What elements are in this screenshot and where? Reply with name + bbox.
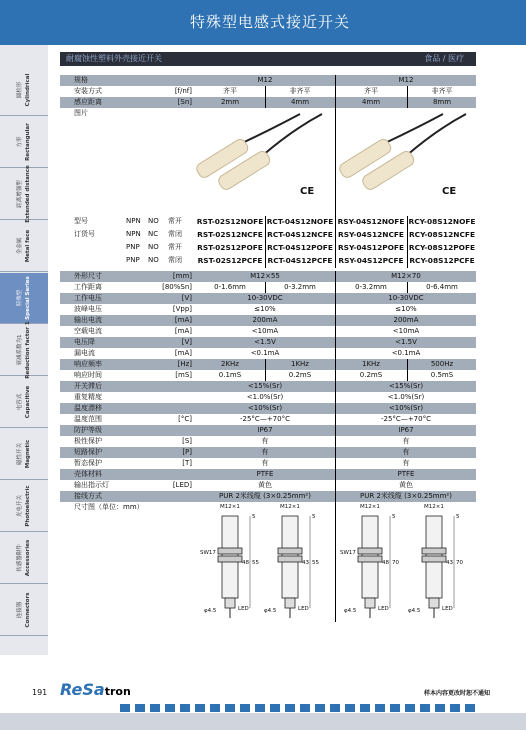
output-type: PNP [126,256,140,264]
sidebar-item-label [16,123,32,161]
row-label: 电压降 [74,338,95,346]
length-label: 70 [392,560,399,566]
thread-label: M12×1 [424,504,444,510]
column-divider [265,242,266,255]
row-label: 输出电流 [74,316,102,324]
spec-row-model [60,255,476,268]
output-type: NPN [126,217,141,225]
wrench-label: SW17 [340,550,356,556]
row-value: 0.2mS [288,371,312,379]
spec-row-model [60,216,476,229]
row-value: IP67 [398,426,414,434]
spec-row [60,425,476,436]
spec-row [60,304,476,315]
spec-row [60,271,476,282]
row-label: 短路保护 [74,448,102,456]
row-value: 有 [402,459,410,467]
row-value: <15%(Sr) [247,382,283,390]
column-divider [335,381,336,392]
row-value: 黄色 [258,481,272,489]
model-number: RST-02S12POFE [197,243,263,252]
column-divider [335,359,336,370]
column-divider [335,469,336,480]
sidebar-item-zh: 磁性开关 [17,442,23,466]
row-label: 外形尺寸 [74,272,102,280]
row-label: 安装方式 [74,87,102,95]
sidebar-item-label [16,440,32,469]
sidebar-item-zh: 圆柱形 [17,81,23,99]
row-label: 响应频率 [74,360,102,368]
model-number: RCY-08S12NCFE [408,230,476,239]
spec-row [60,392,476,403]
section-title: 耐腐蚀性塑料外壳接近开关 [66,54,162,63]
group-title: M12 [257,76,273,84]
column-divider [335,480,336,491]
column-divider [335,293,336,304]
row-label: 订货号 [74,230,95,238]
row-value: 有 [261,459,269,467]
row-value: M12×55 [250,272,280,280]
sidebar-item-en: Photoelectric [25,485,31,527]
sidebar-item-label [16,276,32,320]
length-label: 55 [312,560,319,566]
row-label: 波峰电压 [74,305,102,313]
row-value: 有 [402,437,410,445]
column-divider [407,282,408,293]
row-value: <0.1mA [250,349,280,357]
row-value: 4mm [361,98,381,106]
column-divider [265,216,266,229]
spec-row-distance [60,97,476,108]
row-value: 有 [402,448,410,456]
sidebar-item-zh: 传感器附件 [17,544,23,572]
page-number: 191 [32,688,48,697]
sidebar-item-en: Cylindrical [25,73,31,107]
contact-type: NC [148,230,159,238]
row-value: M12×70 [391,272,421,280]
sidebar-item-label [16,540,32,576]
column-divider [335,447,336,458]
sidebar-item [0,273,48,324]
row-label: 型号 [74,217,88,225]
sidebar-item [0,533,48,584]
row-value: 0.2mS [359,371,383,379]
row-value: 0.1mS [218,371,242,379]
row-unit: [mm] [172,272,192,280]
sensor-photo [222,110,354,210]
footer-strip [0,713,526,730]
row-label: 重复精度 [74,393,102,401]
contact-state: 常闭 [168,230,182,238]
brand-logo-rest: tron [104,685,131,698]
tip-label: 5 [456,514,460,520]
column-divider [335,282,336,293]
led-label: LED [238,606,249,612]
model-number: RCY-08S12PCFE [409,256,475,265]
output-type: PNP [126,243,140,251]
sidebar-item-label [16,230,32,262]
wrench-label: SW17 [200,550,216,556]
spec-row-model [60,242,476,255]
row-value: PTFE [397,470,415,478]
row-label: 防护等级 [74,426,102,434]
contact-type: NO [148,243,159,251]
section-tag: 食品 / 医疗 [424,54,464,63]
row-unit: [Vpp] [172,305,192,313]
column-divider [335,229,336,242]
spec-row [60,381,476,392]
row-value: 0.5mS [430,371,454,379]
sidebar-item [0,117,48,168]
sidebar-item-label [16,165,32,222]
column-divider [335,255,336,268]
model-number: RCY-08S12POFE [408,243,476,252]
row-value: 非齐平 [431,87,453,95]
column-divider [335,458,336,469]
row-value: <10mA [251,327,279,335]
model-number: RSY-04S12PCFE [338,256,404,265]
row-value: 0-6.4mm [426,283,458,291]
row-label: 规格 [74,76,88,84]
diameter-label: φ4.5 [204,608,217,614]
spec-row [60,469,476,480]
model-number: RST-02S12NOFE [196,217,264,226]
row-label: 响应时间 [74,371,102,379]
spec-row [60,293,476,304]
sidebar-item-label [16,321,32,378]
spec-row [60,315,476,326]
row-value: <10%(Sr) [388,404,424,412]
row-value: <0.1mA [391,349,421,357]
spec-row [60,337,476,348]
row-value: 10-30VDC [247,294,283,302]
model-number: RSY-04S12NCFE [338,230,404,239]
led-label: LED [378,606,389,612]
model-number: RST-02S12NCFE [197,230,263,239]
sidebar-item-en: Metal face [25,229,31,263]
spec-row [60,447,476,458]
row-value: 2KHz [221,360,239,368]
row-value: <10%(Sr) [247,404,283,412]
row-value: 黄色 [399,481,413,489]
dimension-drawing [412,504,478,620]
sidebar-item-label [16,592,32,627]
model-number: RST-02S12PCFE [197,256,263,265]
tip-label: 5 [312,514,316,520]
row-value: -25°C—+70°C [381,415,431,423]
row-value: <15%(Sr) [388,382,424,390]
brand-logo-re: ReSa [60,680,105,699]
row-value: 4mm [290,98,310,106]
row-unit: [LED] [172,481,192,489]
column-divider [407,255,408,268]
sidebar-item-label [16,386,32,418]
model-number: RSY-04S12NOFE [337,217,405,226]
row-value: 8mm [432,98,452,106]
row-label: 空载电流 [74,327,102,335]
sidebar-item [0,65,48,116]
row-value: 有 [261,448,269,456]
sidebar-item [0,377,48,428]
sidebar-item [0,165,48,223]
ce-mark: CE [300,186,315,197]
sidebar-item-zh: 衰减系数为1 [17,334,23,366]
model-number: RCT-04S12PCFE [267,256,333,265]
row-unit: [V] [181,294,192,302]
model-number: RCT-04S12POFE [267,243,333,252]
row-label: 开关滞后 [74,382,102,390]
sidebar-item-en: Accessories [25,539,31,577]
column-divider [407,229,408,242]
sidebar-item-en: Rectangular [25,123,31,161]
contact-type: NO [148,256,159,264]
model-number: RCY-08S12NOFE [408,217,476,226]
row-label: 接线方式 [74,492,102,500]
category-sidebar [0,45,48,655]
sensor-image [280,4,410,104]
length-label: 70 [456,560,463,566]
sidebar-item-en: Magnetic [25,439,31,469]
tip-label: 5 [392,514,396,520]
row-value: 200mA [252,316,278,324]
dimension-drawing [268,504,334,620]
row-unit: [V] [181,338,192,346]
sidebar-item-zh: 电容式 [17,393,23,411]
column-divider [335,425,336,436]
row-value: 齐平 [223,87,237,95]
sidebar-item [0,585,48,636]
column-divider [335,315,336,326]
length-label: 48 [382,560,389,566]
spec-row [60,458,476,469]
row-value: 2mm [220,98,240,106]
column-divider [265,229,266,242]
row-value: PUR 2米线缆 (3×0.25mm²) [219,492,311,500]
sidebar-item [0,321,48,379]
footer-notice: 样本内容更改时恕不通知 [424,690,491,697]
row-label: 尺寸图（单位：mm） [74,503,144,511]
group-title: M12 [398,76,414,84]
sidebar-item-en: Extended distance [25,165,31,223]
length-label: 43 [302,560,309,566]
row-label: 工作电压 [74,294,102,302]
length-label: 48 [242,560,249,566]
row-label: 工作距离 [74,283,102,291]
sensor-image [138,4,268,104]
spec-row [60,491,476,502]
sidebar-item-en: Capacitive [25,385,31,419]
spec-row [60,282,476,293]
row-value: 500Hz [430,360,454,368]
model-number: RCT-04S12NCFE [267,230,333,239]
row-value: <10mA [392,327,420,335]
column-divider [335,216,336,229]
diameter-label: φ4.5 [264,608,277,614]
column-divider [335,403,336,414]
column-divider [335,271,336,282]
sidebar-item [0,429,48,480]
length-label: 55 [252,560,259,566]
row-value: IP67 [257,426,273,434]
row-label: 温度范围 [74,415,102,423]
row-value: ≤10% [254,305,276,313]
row-value: 非齐平 [289,87,311,95]
column-divider [335,337,336,348]
spec-row [60,414,476,425]
spec-row [60,480,476,491]
sidebar-item-zh: 全金属 [17,237,23,255]
thread-label: M12×1 [360,504,380,510]
row-unit: [f/nf] [174,87,192,95]
row-unit: [Sn] [177,98,192,106]
contact-state: 常开 [168,243,182,251]
row-value: <1.0%(Sr) [387,393,425,401]
sidebar-item-label [16,74,32,107]
column-divider [335,414,336,425]
column-divider [265,255,266,268]
ce-mark: CE [442,186,457,197]
table-section-header [60,52,476,66]
column-divider [335,392,336,403]
row-unit: [80%Sn] [162,283,192,291]
sidebar-item-en: Reduction factor 1 [25,321,31,379]
row-unit: [mS] [175,371,192,379]
row-label: 图片 [74,109,88,117]
sidebar-item-zh: 特殊型 [17,289,23,307]
row-value: <1.5V [395,338,417,346]
spec-row [60,403,476,414]
spec-row [60,436,476,447]
sidebar-item [0,221,48,272]
page-title: 特殊型电感式接近开关 [189,13,350,31]
sidebar-item-label [16,485,32,526]
row-unit: [mA] [174,349,192,357]
column-divider [265,359,266,370]
footer-decoration [120,697,516,705]
row-value: -25°C—+70°C [240,415,290,423]
row-value: 1KHz [362,360,380,368]
sidebar-item-en: Connectors [25,592,31,628]
contact-state: 常闭 [168,256,182,264]
row-value: PTFE [256,470,274,478]
row-label: 壳体材料 [74,470,102,478]
row-label: 温度漂移 [74,404,102,412]
spec-row [60,370,476,381]
column-divider [265,282,266,293]
row-value: <1.0%(Sr) [246,393,284,401]
column-divider [407,216,408,229]
row-value: 0-3.2mm [355,283,387,291]
row-value: PUR 2米线缆 (3×0.25mm²) [360,492,452,500]
column-divider [407,359,408,370]
row-unit: [T] [182,459,192,467]
row-label: 感应距离 [74,98,102,106]
output-type: NPN [126,230,141,238]
tip-label: 5 [252,514,256,520]
row-unit: [P] [182,448,192,456]
column-divider [407,242,408,255]
row-value: 10-30VDC [388,294,424,302]
length-label: 43 [446,560,453,566]
led-label: LED [298,606,309,612]
row-value: 0-1.6mm [214,283,246,291]
spec-row [60,326,476,337]
sidebar-item-zh: 光电开关 [17,494,23,518]
row-label: 暂态保护 [74,459,102,467]
row-label: 输出指示灯 [74,481,109,489]
diameter-label: φ4.5 [344,608,357,614]
spec-row [60,348,476,359]
column-divider [335,242,336,255]
row-value: <1.5V [254,338,276,346]
column-divider [335,304,336,315]
column-divider [407,370,408,381]
row-unit: [mA] [174,327,192,335]
column-divider [335,326,336,337]
contact-state: 常开 [168,217,182,225]
contact-type: NO [148,217,159,225]
sidebar-item [0,481,48,532]
row-value: 200mA [393,316,419,324]
thread-label: M12×1 [220,504,240,510]
column-divider [335,370,336,381]
row-unit: [°C] [178,415,192,423]
model-number: RCT-04S12NOFE [266,217,334,226]
column-divider [335,491,336,502]
spec-row [60,359,476,370]
row-value: 齐平 [364,87,378,95]
row-value: 0-3.2mm [284,283,316,291]
sidebar-item-zh: 连接器 [17,601,23,619]
led-label: LED [442,606,453,612]
sidebar-item-zh: 方形 [17,136,23,148]
spec-row-mount [60,86,476,97]
row-value: 有 [261,437,269,445]
row-value: ≤10% [395,305,417,313]
spec-row-model [60,229,476,242]
row-label: 漏电流 [74,349,95,357]
row-value: 1KHz [291,360,309,368]
row-unit: [mA] [174,316,192,324]
diameter-label: φ4.5 [408,608,421,614]
column-divider [335,502,336,622]
thread-label: M12×1 [280,504,300,510]
sidebar-item-zh: 距离增强型 [17,180,23,208]
sidebar-item-en: Special Series [25,276,31,320]
column-divider [265,370,266,381]
sensor-photo [366,110,498,210]
row-label: 极性保护 [74,437,102,445]
row-unit: [S] [182,437,192,445]
model-number: RSY-04S12POFE [337,243,405,252]
row-unit: [Hz] [177,360,192,368]
column-divider [335,348,336,359]
column-divider [335,436,336,447]
spec-row-size [60,75,476,86]
